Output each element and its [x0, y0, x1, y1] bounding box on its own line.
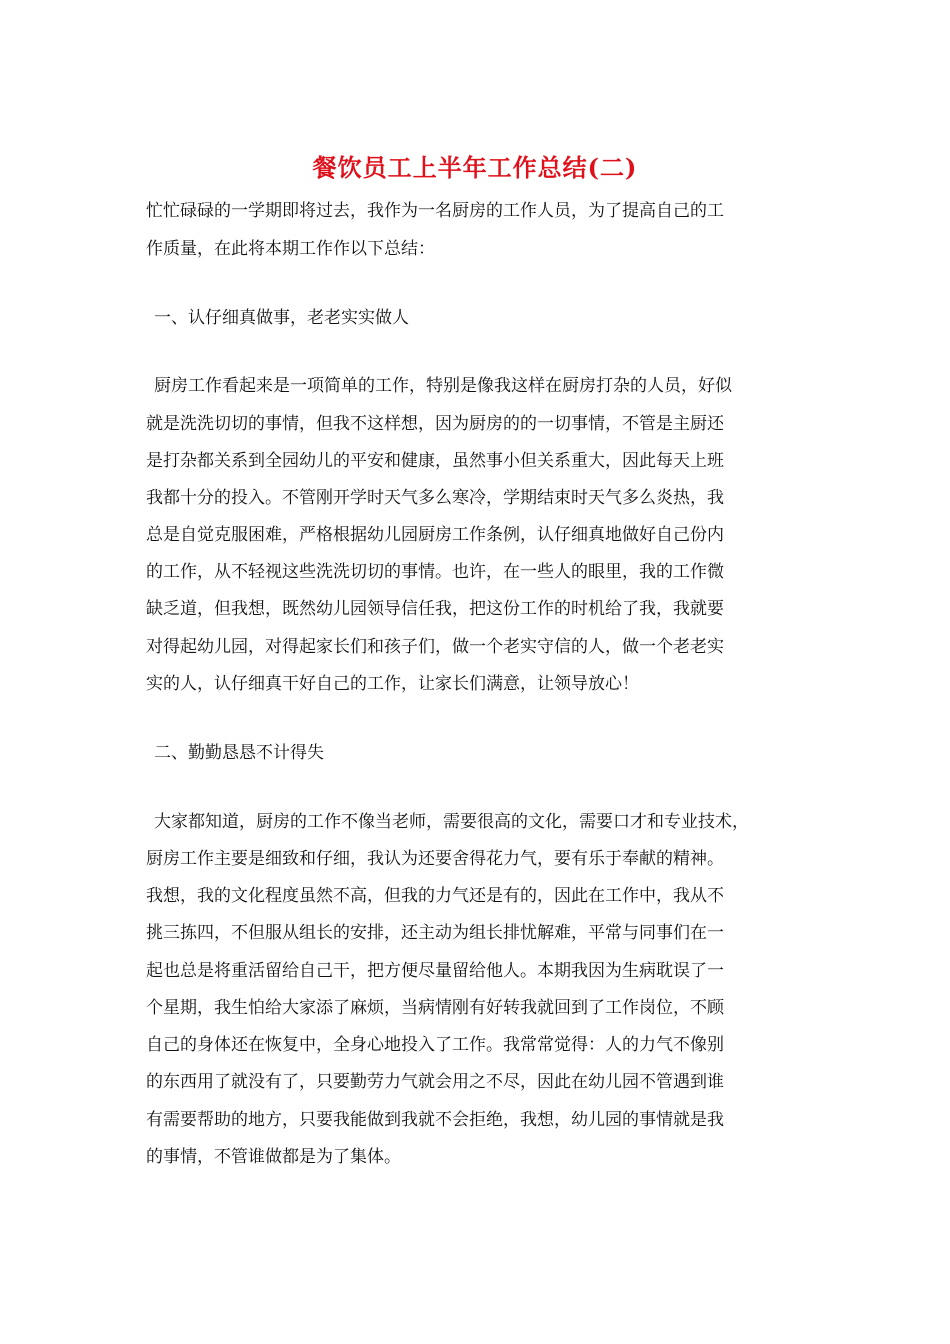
- section1-line-6: 的工作，从不轻视这些洗洗切切的事情。也许，在一些人的眼里，我的工作微: [146, 562, 724, 582]
- section2-line-6: 个星期，我生怕给大家添了麻烦，当病情刚有好转我就回到了工作岗位，不顾: [146, 998, 724, 1018]
- section2-line-3: 我想，我的文化程度虽然不高，但我的力气还是有的，因此在工作中，我从不: [146, 886, 724, 906]
- section1-line-2: 就是洗洗切切的事情，但我不这样想，因为厨房的的一切事情，不管是主厨还: [146, 414, 724, 434]
- section1-line-7: 缺乏道，但我想，既然幼儿园领导信任我，把这份工作的时机给了我，我就要: [146, 599, 724, 619]
- section1-line-4: 我都十分的投入。不管刚开学时天气多么寒冷，学期结束时天气多么炎热，我: [146, 488, 724, 508]
- section2-line-1: 大家都知道，厨房的工作不像当老师，需要很高的文化，需要口才和专业技术，: [154, 812, 749, 832]
- section1-line-1: 厨房工作看起来是一项简单的工作，特别是像我这样在厨房打杂的人员，好似: [154, 376, 732, 396]
- section2-line-2: 厨房工作主要是细致和仔细，我认为还要舍得花力气，要有乐于奉献的精神。: [146, 849, 724, 869]
- section2-line-5: 起也总是将重活留给自己干，把方便尽量留给他人。本期我因为生病耽误了一: [146, 961, 724, 981]
- section1-line-9: 实的人，认仔细真干好自己的工作，让家长们满意，让领导放心！: [146, 674, 639, 694]
- section2-line-4: 挑三拣四，不但服从组长的安排，还主动为组长排忧解难，平常与同事们在一: [146, 923, 724, 943]
- section2-line-7: 自己的身体还在恢复中，全身心地投入了工作。我常常觉得：人的力气不像别: [146, 1035, 724, 1055]
- section2-line-8: 的东西用了就没有了，只要勤劳力气就会用之不尽，因此在幼儿园不管遇到谁: [146, 1072, 724, 1092]
- section1-heading: 一、认仔细真做事，老老实实做人: [154, 308, 409, 328]
- section1-line-5: 总是自觉克服困难，严格根据幼儿园厨房工作条例，认仔细真地做好自己份内: [146, 525, 724, 545]
- section2-line-9: 有需要帮助的地方，只要我能做到我就不会拒绝，我想，幼儿园的事情就是我: [146, 1110, 724, 1130]
- section1-line-8: 对得起幼儿园，对得起家长们和孩子们，做一个老实守信的人，做一个老老实: [146, 637, 724, 657]
- intro-line-2: 作质量，在此将本期工作作以下总结：: [146, 239, 435, 259]
- section2-heading: 二、勤勤恳恳不计得失: [154, 743, 324, 763]
- intro-line-1: 忙忙碌碌的一学期即将过去，我作为一名厨房的工作人员，为了提高自己的工: [146, 201, 724, 221]
- section2-line-10: 的事情，不管谁做都是为了集体。: [146, 1147, 401, 1167]
- document-title: 餐饮员工上半年工作总结(二): [312, 153, 638, 182]
- section1-line-3: 是打杂都关系到全园幼儿的平安和健康，虽然事小但关系重大，因此每天上班: [146, 451, 724, 471]
